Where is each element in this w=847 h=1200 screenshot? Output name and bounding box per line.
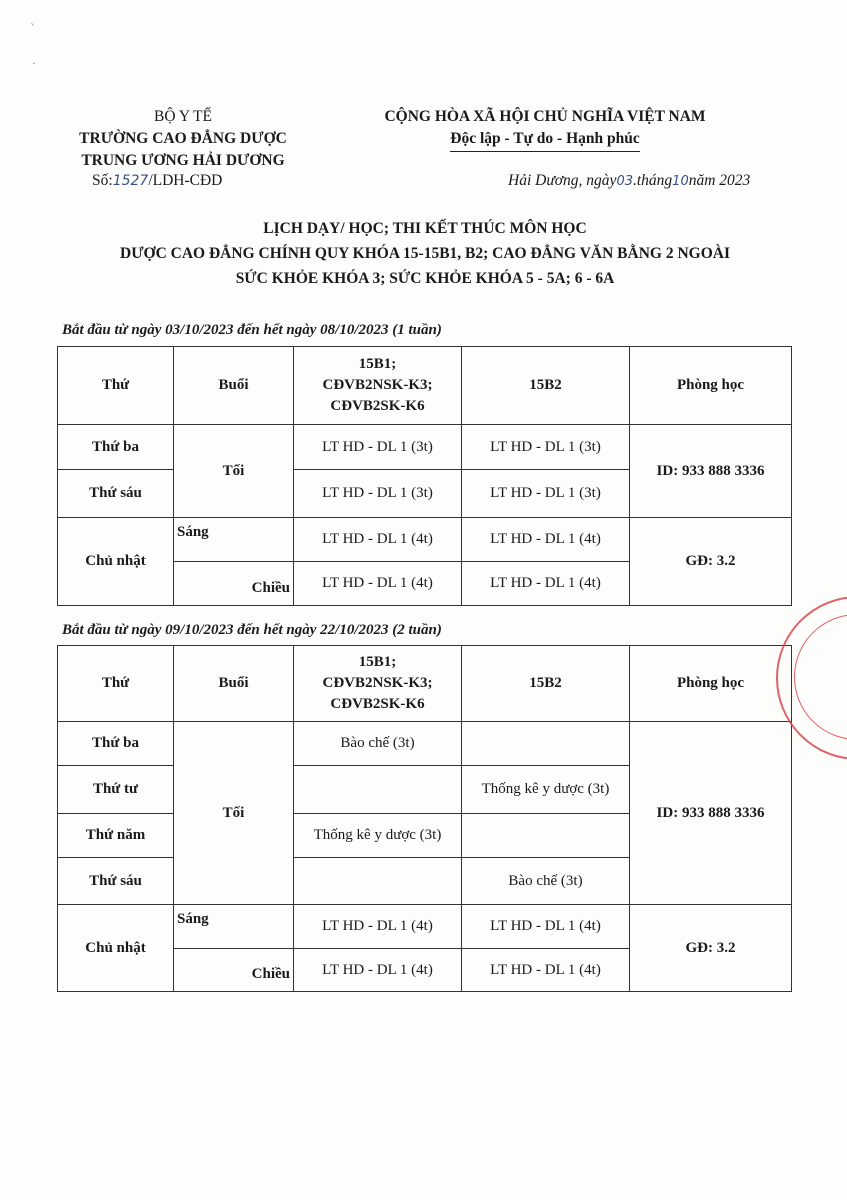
ministry-name: BỘ Y TẾ <box>154 108 212 125</box>
cell-sun-am-g2: LT HD - DL 1 (4t) <box>462 518 630 562</box>
day-wed: Thứ tư <box>58 766 174 814</box>
date-year: năm 2023 <box>688 172 751 189</box>
week2-schedule-table <box>57 645 792 992</box>
doc-no-prefix: Số: <box>92 172 113 189</box>
day-tue: Thứ ba <box>58 425 174 470</box>
group1-line2: CĐVB2NSK-K3; <box>322 675 433 691</box>
table-row <box>58 518 792 562</box>
col-thu: Thứ <box>58 347 174 425</box>
room-online: ID: 933 888 3336 <box>630 425 792 518</box>
cell-sun-pm-g2: LT HD - DL 1 (4t) <box>462 562 630 606</box>
group1-line2: CĐVB2NSK-K3; <box>322 377 433 393</box>
day-thu: Thứ năm <box>58 814 174 858</box>
nation-block <box>355 106 735 152</box>
session-morning: Sáng <box>174 518 294 562</box>
cell-sun-pm-g1: LT HD - DL 1 (4t) <box>294 562 462 606</box>
week2-period: Bắt đầu từ ngày 09/10/2023 đến hết ngày 22/10/2023 (2 tuần) <box>62 622 442 638</box>
table-header-row <box>58 347 792 425</box>
table-header-row <box>58 646 792 722</box>
day-fri: Thứ sáu <box>58 470 174 518</box>
day-tue: Thứ ba <box>58 722 174 766</box>
table-row <box>58 722 792 766</box>
room-hall: GĐ: 3.2 <box>630 518 792 606</box>
title-line1: LỊCH DẠY/ HỌC; THI KẾT THÚC MÔN HỌC <box>263 220 587 237</box>
day-sun: Chủ nhật <box>58 905 174 992</box>
cell-sun-am-g2: LT HD - DL 1 (4t) <box>462 905 630 949</box>
col-buoi: Buổi <box>174 347 294 425</box>
cell-sun-am-g1: LT HD - DL 1 (4t) <box>294 905 462 949</box>
session-afternoon: Chiều <box>174 562 294 606</box>
room-hall: GĐ: 3.2 <box>630 905 792 992</box>
date-month: 10 <box>672 174 689 189</box>
cell-sun-pm-g1: LT HD - DL 1 (4t) <box>294 949 462 992</box>
issue-date <box>508 172 750 190</box>
title-line3: SỨC KHỎE KHÓA 3; SỨC KHỎE KHÓA 5 - 5A; 6 - 6A <box>235 270 615 287</box>
week1-period: Bắt đầu từ ngày 03/10/2023 đến hết ngày 08/10/2023 (1 tuần) <box>62 322 442 338</box>
session-afternoon: Chiều <box>174 949 294 992</box>
col-group2: 15B2 <box>462 646 630 722</box>
nation-name: CỘNG HÒA XÃ HỘI CHỦ NGHĨA VIỆT NAM <box>384 108 706 125</box>
doc-no-handwritten: 1527 <box>112 173 149 189</box>
cell-sun-am-g1: LT HD - DL 1 (4t) <box>294 518 462 562</box>
group1-line3: CĐVB2SK-K6 <box>330 696 425 712</box>
col-room: Phòng học <box>630 347 792 425</box>
cell-thu-g2 <box>462 814 630 858</box>
room-online: ID: 933 888 3336 <box>630 722 792 905</box>
cell-wed-g1 <box>294 766 462 814</box>
cell-tue-g1: LT HD - DL 1 (3t) <box>294 425 462 470</box>
scan-mark: · <box>32 56 36 70</box>
date-day: 03 <box>616 174 633 189</box>
session-morning: Sáng <box>174 905 294 949</box>
cell-fri-g2: LT HD - DL 1 (3t) <box>462 470 630 518</box>
col-thu: Thứ <box>58 646 174 722</box>
cell-sun-pm-g2: LT HD - DL 1 (4t) <box>462 949 630 992</box>
group1-line1: 15B1; <box>358 356 397 372</box>
cell-thu-g1: Thống kê y dược (3t) <box>294 814 462 858</box>
cell-tue-g2: LT HD - DL 1 (3t) <box>462 425 630 470</box>
day-fri: Thứ sáu <box>58 858 174 905</box>
table-row <box>58 425 792 470</box>
document-title <box>40 216 810 291</box>
national-motto: Độc lập - Tự do - Hạnh phúc <box>450 128 639 152</box>
session-evening: Tối <box>174 722 294 905</box>
session-evening: Tối <box>174 425 294 518</box>
col-group2: 15B2 <box>462 347 630 425</box>
col-group1 <box>294 646 462 722</box>
school-name-line2: TRUNG ƯƠNG HẢI DƯƠNG <box>81 152 285 169</box>
group1-line3: CĐVB2SK-K6 <box>330 398 425 414</box>
cell-fri-g1: LT HD - DL 1 (3t) <box>294 470 462 518</box>
col-buoi: Buổi <box>174 646 294 722</box>
document-number <box>92 172 222 190</box>
cell-fri-g1 <box>294 858 462 905</box>
cell-tue-g1: Bào chế (3t) <box>294 722 462 766</box>
date-month-label: .tháng <box>632 172 673 189</box>
title-line2: DƯỢC CAO ĐẲNG CHÍNH QUY KHÓA 15-15B1, B2; CAO ĐẲNG VĂN BẰNG 2 NGOÀI <box>120 245 730 262</box>
table-row <box>58 905 792 949</box>
cell-fri-g2: Bào chế (3t) <box>462 858 630 905</box>
group1-line1: 15B1; <box>358 654 397 670</box>
cell-tue-g2 <box>462 722 630 766</box>
week1-schedule-table <box>57 346 792 606</box>
col-room: Phòng học <box>630 646 792 722</box>
doc-no-suffix: /LDH-CĐD <box>148 172 223 189</box>
day-sun: Chủ nhật <box>58 518 174 606</box>
date-place: Hải Dương, ngày <box>508 172 617 189</box>
scan-mark: ՝ <box>30 22 35 36</box>
col-group1 <box>294 347 462 425</box>
cell-wed-g2: Thống kê y dược (3t) <box>462 766 630 814</box>
issuer-block <box>58 106 308 172</box>
school-name-line1: TRƯỜNG CAO ĐẲNG DƯỢC <box>79 130 287 147</box>
